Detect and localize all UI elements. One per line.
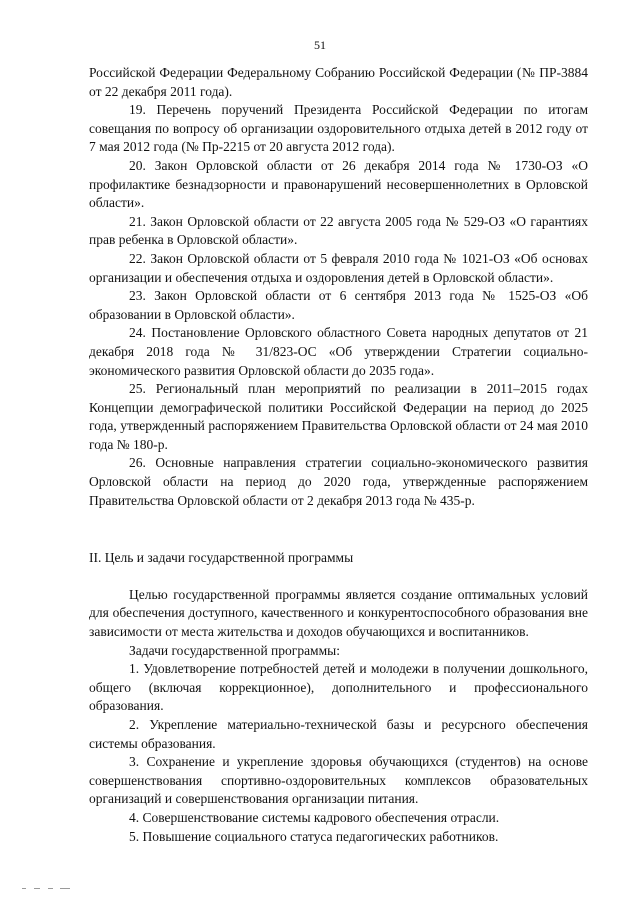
list-item-20: 20. Закон Орловской области от 26 декабря 2014 года № 1730-ОЗ «О профилактике безнадзорности и правонарушений несовершеннолетних в Орловской области». xyxy=(89,157,588,211)
list-item-25: 25. Региональный план мероприятий по реализации в 2011–2015 годах Концепции демографической политики Российской Федерации на период до 2025 года, утвержденный распоряжением Правительства Орловской области от 24 мая 2010 года № 180-р. xyxy=(89,381,588,452)
list-item-24: 24. Постановление Орловского областного Совета народных депутатов от 21 декабря 2018 года № 31/823-ОС «Об утверждении Стратегии социально-экономического развития Орловской области до 2035 года». xyxy=(89,325,588,378)
tasks-intro: Задачи государственной программы: xyxy=(129,642,340,658)
task-item-3: 3. Сохранение и укрепление здоровья обучающихся (студентов) на основе совершенствования спортивно-оздоровительных комплексов образовательных организаций и совершенствования организации питания. xyxy=(89,754,588,807)
list-item-21: 21. Закон Орловской области от 22 августа 2005 года № 529-ОЗ «О гарантиях прав ребенка в Орловской области». xyxy=(89,213,588,248)
section-heading: II. Цель и задачи государственной программы xyxy=(89,550,354,566)
document-body xyxy=(89,64,588,846)
task-item-5: 5. Повышение социального статуса педагогических работников. xyxy=(129,828,499,844)
task-item-1: 1. Удовлетворение потребностей детей и молодежи в получении дошкольного, общего (включая коррекционное), дополнительного и профессионального образования. xyxy=(89,661,588,714)
task-item-4: 4. Совершенствование системы кадрового обеспечения отрасли. xyxy=(129,809,500,825)
page-number: 51 xyxy=(314,38,326,52)
list-item-26: 26. Основные направления стратегии социально-экономического развития Орловской области на период до 2020 года, утвержденные распоряжением Правительства Орловской области от 2 декабря 2013 года № 435-р. xyxy=(89,455,588,508)
list-continuation: Российской Федерации Федеральному Собранию Российской Федерации (№ ПР-3884 от 22 декабря 2011 года). xyxy=(89,65,588,99)
task-item-2: 2. Укрепление материально-технической базы и ресурсного обеспечения системы образования. xyxy=(89,717,588,751)
list-item-23: 23. Закон Орловской области от 6 сентября 2013 года № 1525-ОЗ «Об образовании в Орловской области». xyxy=(89,288,588,322)
goal-paragraph: Целью государственной программы является создание оптимальных условий для обеспечения доступного, качественного и конкурентоспособного образования вне зависимости от места жительства и доходов обучающихся и воспитанников. xyxy=(89,586,588,640)
list-item-22: 22. Закон Орловской области от 5 февраля 2010 года № 1021-ОЗ «Об основах организации и обеспечения отдыха и оздоровления детей в Орловской области». xyxy=(89,250,588,285)
list-item-19: 19. Перечень поручений Президента Российской Федерации по итогам совещания по вопросу об организации оздоровительного отдыха детей в 2012 году от 7 мая 2012 года (№ Пр-2215 от 20 августа 2012 года). xyxy=(89,102,588,155)
